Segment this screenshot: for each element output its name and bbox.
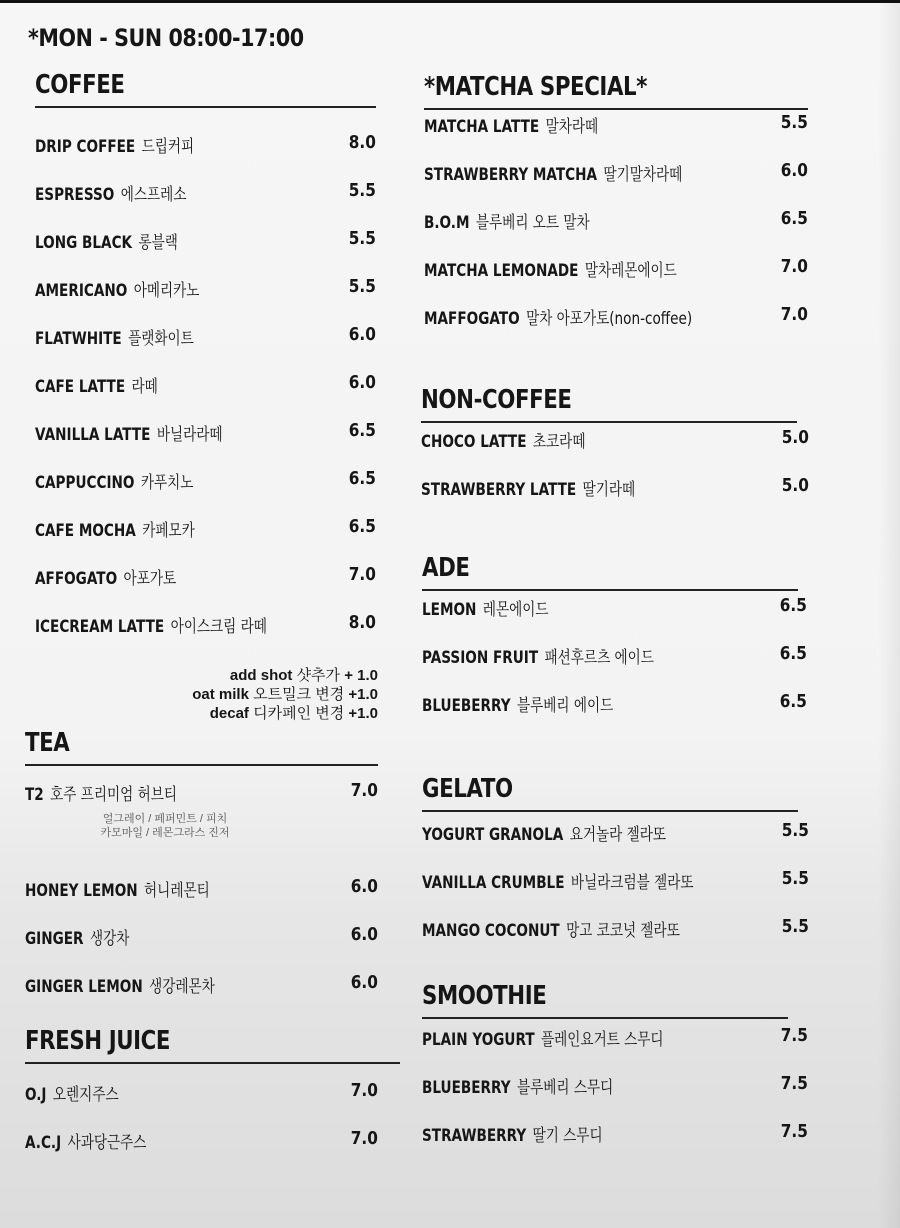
menu-item-cafe-latte	[35, 360, 376, 408]
item-name: GINGER	[25, 929, 84, 949]
item-name-korean: 딸기 스무디	[532, 1126, 603, 1146]
item-name: STRAWBERRY MATCHA	[424, 165, 598, 185]
item-name-korean: 레몬에이드	[482, 600, 549, 620]
section-tea	[25, 726, 378, 1008]
menu-item-icecream-latte	[35, 600, 376, 648]
menu-item-vanilla-latte	[35, 408, 376, 456]
item-price: 5.5	[780, 112, 808, 133]
menu-item-choco-latte	[421, 415, 809, 463]
item-name-korean: 블루베리 오트 말차	[475, 213, 590, 233]
section-fresh-juice	[25, 1024, 378, 1164]
item-name: ICECREAM LATTE	[35, 617, 165, 637]
menu-item-oj	[25, 1068, 378, 1116]
item-name-korean: 플레인요거트 스무디	[541, 1030, 664, 1050]
item-name: BLUEBERRY	[422, 696, 511, 716]
item-name: PASSION FRUIT	[422, 648, 539, 668]
item-name-korean: 아이스크림 라떼	[170, 617, 267, 637]
item-price: 6.0	[348, 372, 376, 393]
item-name-korean: 드립커피	[141, 137, 195, 157]
item-price: 6.0	[780, 160, 808, 181]
menu-item-t2	[25, 768, 378, 816]
item-price: 7.0	[350, 1080, 378, 1101]
menu-item-passion-fruit-ade	[422, 631, 807, 679]
top-border	[0, 0, 900, 3]
t2-flavors-line: 카모마일 / 레몬그라스 진저	[100, 827, 230, 839]
section-non-coffee	[421, 383, 809, 511]
item-price: 7.0	[350, 780, 378, 801]
item-name-korean: 라떼	[131, 377, 158, 397]
item-price: 7.0	[350, 1128, 378, 1149]
item-name-korean: 말차레몬에이드	[584, 261, 677, 281]
section-coffee	[35, 68, 376, 648]
item-name: STRAWBERRY LATTE	[421, 480, 577, 500]
item-name: B.O.M	[424, 213, 470, 233]
menu-item-cafe-mocha	[35, 504, 376, 552]
item-price: 6.5	[348, 468, 376, 489]
item-name: O.J	[25, 1085, 47, 1105]
menu-item-honey-lemon	[25, 864, 378, 912]
section-gelato	[422, 772, 809, 952]
menu-item-long-black	[35, 216, 376, 264]
item-name: HONEY LEMON	[25, 881, 138, 901]
item-name: VANILLA LATTE	[35, 425, 151, 445]
menu-item-strawberry-latte	[421, 463, 809, 511]
addon-price: +1.0	[348, 686, 378, 703]
item-name-korean: 사과당근주스	[67, 1133, 147, 1153]
item-price: 6.5	[780, 208, 808, 229]
item-name-korean: 초코라떼	[532, 432, 586, 452]
menu-item-cappuccino	[35, 456, 376, 504]
menu-item-strawberry-matcha	[424, 148, 808, 196]
coffee-addons	[150, 666, 378, 723]
item-name-korean: 카푸치노	[140, 473, 194, 493]
section-title: *MATCHA SPECIAL*	[424, 72, 647, 102]
item-name-korean: 말차라떼	[545, 117, 599, 137]
addon-price: + 1.0	[344, 667, 378, 684]
item-name: YOGURT GRANOLA	[422, 825, 564, 845]
item-price: 5.5	[348, 276, 376, 297]
item-name: MATCHA LATTE	[424, 117, 540, 137]
item-price: 5.0	[781, 475, 809, 496]
item-price: 6.0	[350, 972, 378, 993]
item-name: CAFE LATTE	[35, 377, 126, 397]
section-title: GELATO	[422, 774, 513, 804]
item-name: ESPRESSO	[35, 185, 115, 205]
item-price: 5.5	[781, 868, 809, 889]
addon-name-korean: 디카페인 변경	[253, 705, 345, 722]
menu-item-strawberry-smoothie	[422, 1109, 808, 1157]
section-smoothie	[422, 979, 808, 1157]
item-price: 7.0	[780, 256, 808, 277]
item-name: LEMON	[422, 600, 477, 620]
item-list	[35, 120, 376, 648]
menu-item-bom	[424, 196, 808, 244]
item-name: FLATWHITE	[35, 329, 122, 349]
item-name: GINGER LEMON	[25, 977, 143, 997]
item-name: MAFFOGATO	[424, 309, 520, 329]
item-name-korean: 블루베리 스무디	[516, 1078, 614, 1098]
item-price: 6.5	[348, 516, 376, 537]
section-ade	[422, 551, 807, 727]
item-name-korean: 카페모카	[142, 521, 195, 541]
item-name-korean: 생강차	[89, 929, 130, 949]
item-price: 6.0	[350, 924, 378, 945]
item-name: AFFOGATO	[35, 569, 118, 589]
item-price: 7.0	[348, 564, 376, 585]
item-price: 6.5	[348, 420, 376, 441]
section-title: NON-COFFEE	[421, 385, 572, 415]
item-name-korean: 바닐라라떼	[156, 425, 223, 445]
addon-name-korean: 오트밀크 변경	[253, 686, 345, 703]
opening-hours: *MON - SUN 08:00-17:00	[28, 24, 304, 52]
menu-item-maffogato	[424, 292, 808, 340]
item-name: A.C.J	[25, 1133, 62, 1153]
item-name: STRAWBERRY	[422, 1126, 527, 1146]
menu-item-blueberry-smoothie	[422, 1061, 808, 1109]
item-price: 5.5	[348, 180, 376, 201]
item-name-korean: 아포가토	[123, 569, 177, 589]
menu-item-yogurt-granola	[422, 808, 809, 856]
item-price: 8.0	[348, 132, 376, 153]
section-title: COFFEE	[35, 70, 125, 100]
section-title: TEA	[25, 728, 70, 758]
item-name-korean: 바닐라크럼블 젤라또	[570, 873, 694, 893]
item-name-korean: 패션후르츠 에이드	[544, 648, 654, 668]
section-title: SMOOTHIE	[422, 981, 547, 1011]
item-price: 5.5	[348, 228, 376, 249]
addon-name: add shot	[229, 667, 293, 684]
item-name: MATCHA LEMONADE	[424, 261, 579, 281]
item-name-korean: 딸기말차라떼	[603, 165, 683, 185]
item-name: LONG BLACK	[35, 233, 133, 253]
item-price: 5.5	[781, 916, 809, 937]
item-price: 5.5	[781, 820, 809, 841]
menu-item-espresso	[35, 168, 376, 216]
menu-item-ginger-lemon	[25, 960, 378, 1008]
menu-item-mango-coconut	[422, 904, 809, 952]
menu-item-drip-coffee	[35, 120, 376, 168]
item-name: PLAIN YOGURT	[422, 1030, 535, 1050]
menu-item-matcha-latte	[424, 100, 808, 148]
addon-name: decaf	[209, 705, 249, 722]
item-price: 6.5	[779, 595, 807, 616]
item-name: CAPPUCCINO	[35, 473, 135, 493]
item-name-korean: 요거놀라 젤라또	[569, 825, 666, 845]
addon-price: +1.0	[348, 705, 378, 722]
item-name: MANGO COCONUT	[422, 921, 560, 941]
item-price: 6.5	[779, 643, 807, 664]
item-name-korean: 호주 프리미엄 허브티	[50, 785, 178, 805]
item-price: 5.0	[781, 427, 809, 448]
menu-item-matcha-lemonade	[424, 244, 808, 292]
addon-name: oat milk	[192, 686, 249, 703]
menu-item-vanilla-crumble	[422, 856, 809, 904]
item-name-korean: 딸기라떼	[582, 480, 636, 500]
item-price: 7.5	[780, 1073, 808, 1094]
item-name: DRIP COFFEE	[35, 137, 136, 157]
item-name-korean: 아메리카노	[133, 281, 200, 301]
item-name-korean: 망고 코코넛 젤라또	[566, 921, 680, 941]
item-name-korean: 에스프레소	[120, 185, 187, 205]
item-price: 7.5	[780, 1121, 808, 1142]
item-name-korean: 허니레몬티	[144, 881, 210, 901]
t2-flavors	[25, 813, 378, 864]
item-name: VANILLA CRUMBLE	[422, 873, 565, 893]
item-name-korean: 플랫화이트	[128, 329, 194, 349]
item-price: 6.0	[350, 876, 378, 897]
item-price: 6.0	[348, 324, 376, 345]
item-name: CHOCO LATTE	[421, 432, 527, 452]
menu-item-affogato	[35, 552, 376, 600]
page-edge-shadow	[878, 0, 900, 1228]
item-name: CAFE MOCHA	[35, 521, 136, 541]
item-name-korean: 말차 아포가토(non-coffee)	[526, 309, 693, 329]
menu-item-ginger	[25, 912, 378, 960]
item-price: 7.0	[780, 304, 808, 325]
section-title: ADE	[422, 553, 470, 583]
menu-item-acj	[25, 1116, 378, 1164]
item-price: 7.5	[780, 1025, 808, 1046]
menu-item-flatwhite	[35, 312, 376, 360]
t2-flavors-line: 얼그레이 / 페퍼민트 / 피치	[102, 813, 228, 825]
item-name: T2	[25, 785, 44, 805]
menu-item-blueberry-ade	[422, 679, 807, 727]
item-price: 6.5	[779, 691, 807, 712]
menu-item-lemon-ade	[422, 583, 807, 631]
menu-item-plain-yogurt-smoothie	[422, 1013, 808, 1061]
section-title: FRESH JUICE	[25, 1026, 171, 1056]
section-matcha-special	[424, 70, 808, 340]
addon-name-korean: 샷추가	[296, 667, 341, 684]
item-name: BLUEBERRY	[422, 1078, 511, 1098]
addon-oat-milk	[150, 685, 378, 704]
item-name-korean: 생강레몬차	[149, 977, 215, 997]
addon-add-shot	[150, 666, 378, 685]
menu-item-americano	[35, 264, 376, 312]
item-name-korean: 오렌지주스	[52, 1085, 119, 1105]
item-name-korean: 블루베리 에이드	[516, 696, 614, 716]
item-name: AMERICANO	[35, 281, 128, 301]
item-price: 8.0	[348, 612, 376, 633]
item-name-korean: 롱블랙	[138, 233, 178, 253]
addon-decaf	[150, 704, 378, 723]
